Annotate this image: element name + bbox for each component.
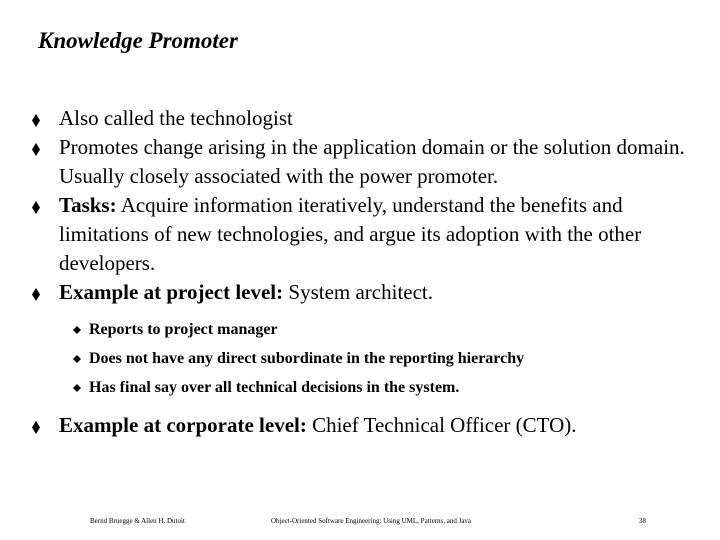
sub-bullet-list — [59, 315, 702, 402]
slide-title: Knowledge Promoter — [38, 28, 238, 53]
sub-bullet-text: Reports to project manager — [89, 321, 278, 338]
bullet-text: Promotes change arising in the application domain or the solution domain. Usually closely associated with the power promoter. — [59, 135, 685, 188]
small-diamond-icon — [73, 384, 81, 392]
diamond-bullet-icon — [32, 143, 40, 156]
bullet-list — [32, 104, 702, 440]
sub-bullet-item — [73, 373, 702, 402]
bullet-item — [32, 411, 702, 440]
diamond-bullet-icon — [32, 201, 40, 214]
small-diamond-icon — [73, 326, 81, 334]
bullet-label: Tasks: — [59, 193, 117, 217]
bullet-text: Also called the technologist — [59, 106, 293, 130]
bullet-item — [32, 133, 702, 191]
sub-bullet-text: Has final say over all technical decisions in the system. — [89, 379, 460, 396]
bullet-item — [32, 104, 702, 133]
sub-bullet-item — [73, 315, 702, 344]
bullet-text: Acquire information iteratively, understand the benefits and limitations of new technologies, and argue its adoption with the other developers. — [59, 193, 642, 275]
bullet-label: Example at project level: — [59, 280, 284, 304]
bullet-label: Example at corporate level: — [59, 413, 307, 437]
bullet-item — [32, 191, 702, 278]
bullet-text: System architect. — [283, 280, 434, 304]
footer-authors: Bernd Bruegge & Allen H. Dutoit — [90, 517, 185, 525]
footer-page-number: 38 — [639, 517, 646, 525]
diamond-bullet-icon — [32, 288, 40, 301]
diamond-bullet-icon — [32, 421, 40, 434]
sub-bullet-text: Does not have any direct subordinate in the reporting hierarchy — [89, 350, 525, 367]
footer-book-title: Object-Oriented Software Engineering: Using UML, Patterns, and Java — [271, 517, 472, 525]
diamond-bullet-icon — [32, 114, 40, 127]
bullet-item — [32, 278, 702, 402]
small-diamond-icon — [73, 355, 81, 363]
sub-bullet-item — [73, 344, 702, 373]
bullet-text: Chief Technical Officer (CTO). — [306, 413, 577, 437]
